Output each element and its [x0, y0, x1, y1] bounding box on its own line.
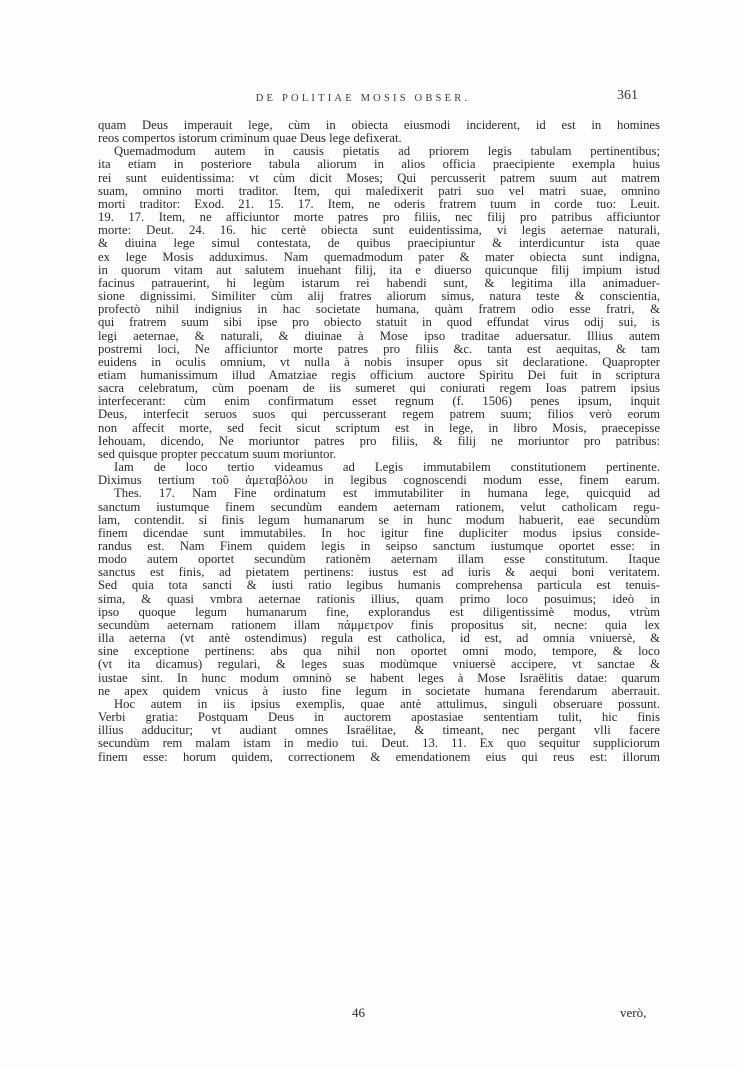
page-number: 361 — [617, 88, 638, 103]
text-line: ipso quoque legum humanarum fine, explorandus est diligentissimè modus, vtrùm — [98, 605, 660, 619]
text-line: Hoc autem in iis ipsius exemplis, quae antè attulimus, singuli obseruare possunt. — [114, 697, 660, 711]
body-text — [98, 119, 660, 764]
text-line: sine exceptione pertinens: abs qua nihil non oportet omni modo, tempore, & loco — [98, 645, 660, 659]
text-line: facinus patrauerint, hi legùm istarum rei habendi sunt, & legitima illa animaduer- — [98, 276, 660, 290]
text-line: legi aeternae, & naturali, & diuinae à Mose ipso traditae aduersatur. Illius autem — [98, 329, 660, 343]
text-line: interfecerant: cùm enim confirmatum esset regnum (f. 1506) penes ipsum, inquit — [98, 395, 660, 409]
text-line: sanctum iustumque finem secundùm eandem aeternam rationem, velut catholicam regu- — [98, 500, 660, 514]
text-line: Diximus tertium τοῦ ἀμεταβόλου in legibus cognoscendi modum esse, finem earum. — [98, 474, 660, 488]
text-line: secundùm rem malam istam in medio tui. Deut. 13. 11. Ex quo sequitur suppliciorum — [98, 737, 660, 751]
text-line: postremi loci, Ne afficiuntor morte patres pro filiis &c. tanta est aequitas, & tam — [98, 342, 660, 356]
text-line: ex lege Mosis adduximus. Nam quemadmodum pater & mater obiecta sunt indigna, — [98, 250, 660, 264]
text-line: 19. 17. Item, ne afficiuntor morte patres pro filiis, nec filij pro patribus afficiuntor — [98, 211, 660, 225]
text-line: secundùm aeternam rationem illam πάμμετρον finis propositus sit, necne: quia lex — [98, 618, 660, 632]
text-line: in quorum vitam aut salutem inuehant filij, ita e diuerso quicunque filij impium istud — [98, 263, 660, 277]
text-line: sanctus est finis, ad pietatem pertinens: iustus est ad iuris & aequi boni veritatem. — [98, 566, 660, 580]
text-line: ne apex quidem vnicus à iusto fine legum in societate humana ferendarum aberrauit. — [98, 684, 660, 698]
text-line: (vt ita dicamus) regulari, & leges suas modùmque vniuersè accipere, vt sanctae & — [98, 658, 660, 672]
text-line: sione dignissimi. Similiter cùm alij fratres aliorum simus, natura teste & conscientia, — [98, 290, 660, 304]
text-line: profectò nihil indignius in hac societate humana, quàm fratrem odio esse fratri, & — [98, 303, 660, 317]
text-line: sed quisque propter peccatum suum moriuntor. — [98, 447, 337, 461]
text-line: reos compertos istorum criminum quae Deus lege defixerat. — [98, 132, 402, 146]
text-line: iustae sint. In hunc modum omninò se habent leges à Mose Israëlitis datae: quarum — [98, 671, 660, 685]
text-line: modo autem oportet secundùm rationèm aeternam illam esse constitutum. Itaque — [98, 553, 660, 567]
text-line: etiam humanissimum illud Amatziae regis officium auctore Spiritu Dei fuit in scriptura — [98, 368, 660, 382]
text-line: Verbi gratia: Postquam Deus in auctorem apostasiae sententiam tulit, hic finis — [98, 711, 660, 725]
text-line: & diuina lege simul contestata, de quibus praecipiuntur & interdicuntur ista quae — [98, 237, 660, 251]
text-line: finem esse: horum quidem, correctionem & emendationem eius qui reus est: illorum — [98, 750, 660, 764]
text-line: qui fratrem suum sibi ipse pro obiecto statuit in quod effundat virus odij sui, is — [98, 316, 660, 330]
text-line: Deus, interfecit seruos suos qui percusserant regem patrem suum; filios verò eorum — [98, 408, 660, 422]
text-line: sima, & quasi vmbra aeternae rationis illius, quam primo loco posuimus; ideò in — [98, 592, 660, 606]
text-line: euidens in oculis omnium, vt nulla à nobis insuper opus sit declaratione. Quapropter — [98, 355, 660, 369]
text-line: finem dicendae sunt immutabiles. In hoc igitur fine dupliciter modus ipsius conside- — [98, 526, 660, 540]
text-line: Quemadmodum autem in causis pietatis ad priorem legis tabulam pertinentibus; — [114, 145, 660, 159]
text-line: ita etiam in posteriore tabula aliorum in alios officia praecipiente exempla huius — [98, 158, 660, 172]
text-line: illa aeterna (vt antè ostendimus) regula est catholica, id est, ad omnia vniuersè, & — [98, 632, 660, 646]
text-line: lam, contendit. si finis legum humanarum se in hunc modum habuerit, eae secundùm — [98, 513, 660, 527]
catchword: verò, — [620, 1005, 647, 1020]
text-line: rei sunt euidentissima: vt cùm dicit Moses; Qui percusserit patrem suum aut matrem — [98, 171, 660, 185]
text-line: non affecit morte, sed fecit sicut scriptum est in lege, in libro Mosis, praecepisse — [98, 421, 660, 435]
running-title: DE POLITIAE MOSIS OBSER. — [255, 93, 471, 104]
text-line: Thes. 17. Nam Fine ordinatum est immutabiliter in humana lege, quicquid ad — [114, 487, 660, 501]
text-line: suam, omnino morti traditor. Item, qui maledixerit patri suo vel matri suae, omnino — [98, 184, 660, 198]
text-line: randus est. Nam Finem quidem legis in seipso sanctum iustumque oportet esse: in — [98, 540, 660, 553]
text-line: Iehouam, dicendo, Ne moriuntor patres pro filiis, & filij ne moriuntor pro patribus: — [98, 434, 660, 448]
text-line: Iam de loco tertio videamus ad Legis immutabilem constitutionem pertinente. — [114, 461, 660, 475]
signature-mark: 46 — [352, 1005, 365, 1020]
text-line: morte: Deut. 24. 16. hic certè obiecta sunt euidentissima, vi legis aeternae naturali, — [98, 224, 660, 238]
text-line: Sed quia tota sancti & iusti ratio legibus humanis comprehensa particula est tenuis- — [98, 579, 660, 593]
text-line: illius adducitur; vt audiant omnes Israëlitae, & timeant, nec pergant vlli facere — [98, 724, 660, 738]
text-line: quam Deus imperauit lege, cùm in obiecta eiusmodi inciderent, id est in homines — [98, 119, 660, 132]
text-line: morti traditor: Exod. 21. 15. 17. Item, ne oderis fratrem tuum in corde tuo: Leuit. — [98, 197, 660, 211]
text-line: sacra celebratum, cùm poenam de iis sumeret qui coniurati regem Ioas patrem ipsius — [98, 382, 660, 396]
